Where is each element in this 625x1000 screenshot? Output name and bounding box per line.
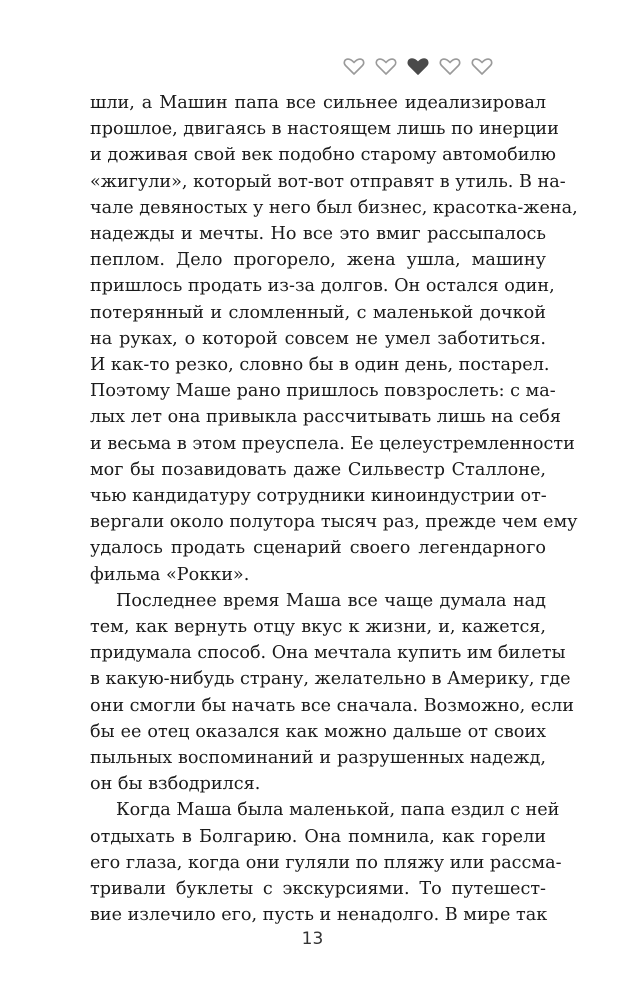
heart-outline-icon (342, 56, 366, 76)
text-line: и весьма в этом преуспела. Ее целеустремленности (90, 433, 575, 454)
heart-outline-icon (470, 56, 494, 76)
text-line: отдыхать в Болгарию. Она помнила, как горели (90, 826, 546, 847)
text-line: он бы взбодрился. (90, 774, 261, 795)
header-hearts (342, 56, 494, 76)
text-line: на руках, о которой совсем не умел заботиться. (90, 328, 546, 349)
text-line: потерянный и сломленный, с маленькой дочкой (90, 302, 546, 323)
text-line: придумала способ. Она мечтала купить им билеты (90, 643, 566, 664)
text-line: в какую-нибудь страну, желательно в Америку, где (90, 669, 571, 690)
text-line: шли, а Машин папа все сильнее идеализировал (90, 93, 546, 113)
body-text (90, 90, 578, 929)
text-line: мог бы позавидовать даже Сильвестр Сталлоне, (90, 459, 546, 480)
heart-outline-icon (438, 56, 462, 76)
text-line: пришлось продать из-за долгов. Он остался один, (90, 276, 555, 297)
text-line: они смогли бы начать все сначала. Возможно, если (90, 695, 574, 716)
text-line: прошлое, двигаясь в настоящем лишь по инерции (90, 119, 559, 140)
text-line: пеплом. Дело прогорело, жена ушла, машину (90, 250, 546, 271)
text-line: фильма «Рокки». (90, 564, 250, 585)
text-line: тривали буклеты с экскурсиями. То путешест- (90, 879, 546, 900)
text-line: лых лет она привыкла рассчитывать лишь на себя (90, 407, 561, 428)
page-number: 13 (301, 929, 324, 949)
text-line: «жигули», который вот-вот отправят в утиль. В на- (90, 171, 566, 192)
text-line: Когда Маша была маленькой, папа ездил с ней (116, 800, 560, 821)
heart-filled-icon (406, 56, 430, 76)
heart-outline-icon (374, 56, 398, 76)
text-line: и доживая свой век подобно старому автомобилю (90, 145, 556, 166)
text-line: бы ее отец оказался как можно дальше от своих (90, 721, 546, 742)
text-line: его глаза, когда они гуляли по пляжу или рассма- (90, 852, 562, 873)
text-line: вие излечило его, пусть и ненадолго. В мире так (90, 905, 548, 926)
text-line: пыльных воспоминаний и разрушенных надежд, (90, 748, 546, 769)
paragraph (90, 797, 562, 928)
paragraph (90, 90, 578, 588)
text-line: надежды и мечты. Но все это вмиг рассыпалось (90, 224, 546, 245)
paragraph (90, 588, 574, 798)
text-line: тем, как вернуть отцу вкус к жизни, и, кажется, (90, 617, 546, 638)
text-line: чью кандидатуру сотрудники киноиндустрии от- (90, 486, 547, 507)
text-line: чале девяностых у него был бизнес, красотка-жена, (90, 197, 578, 218)
text-line: И как-то резко, словно бы в один день, постарел. (90, 355, 550, 376)
text-line: удалось продать сценарий своего легендарного (90, 538, 546, 559)
text-line: Поэтому Маше рано пришлось повзрослеть: с ма- (90, 381, 556, 402)
text-line: вергали около полутора тысяч раз, прежде чем ему (90, 512, 578, 533)
text-line: Последнее время Маша все чаще думала над (116, 590, 546, 611)
